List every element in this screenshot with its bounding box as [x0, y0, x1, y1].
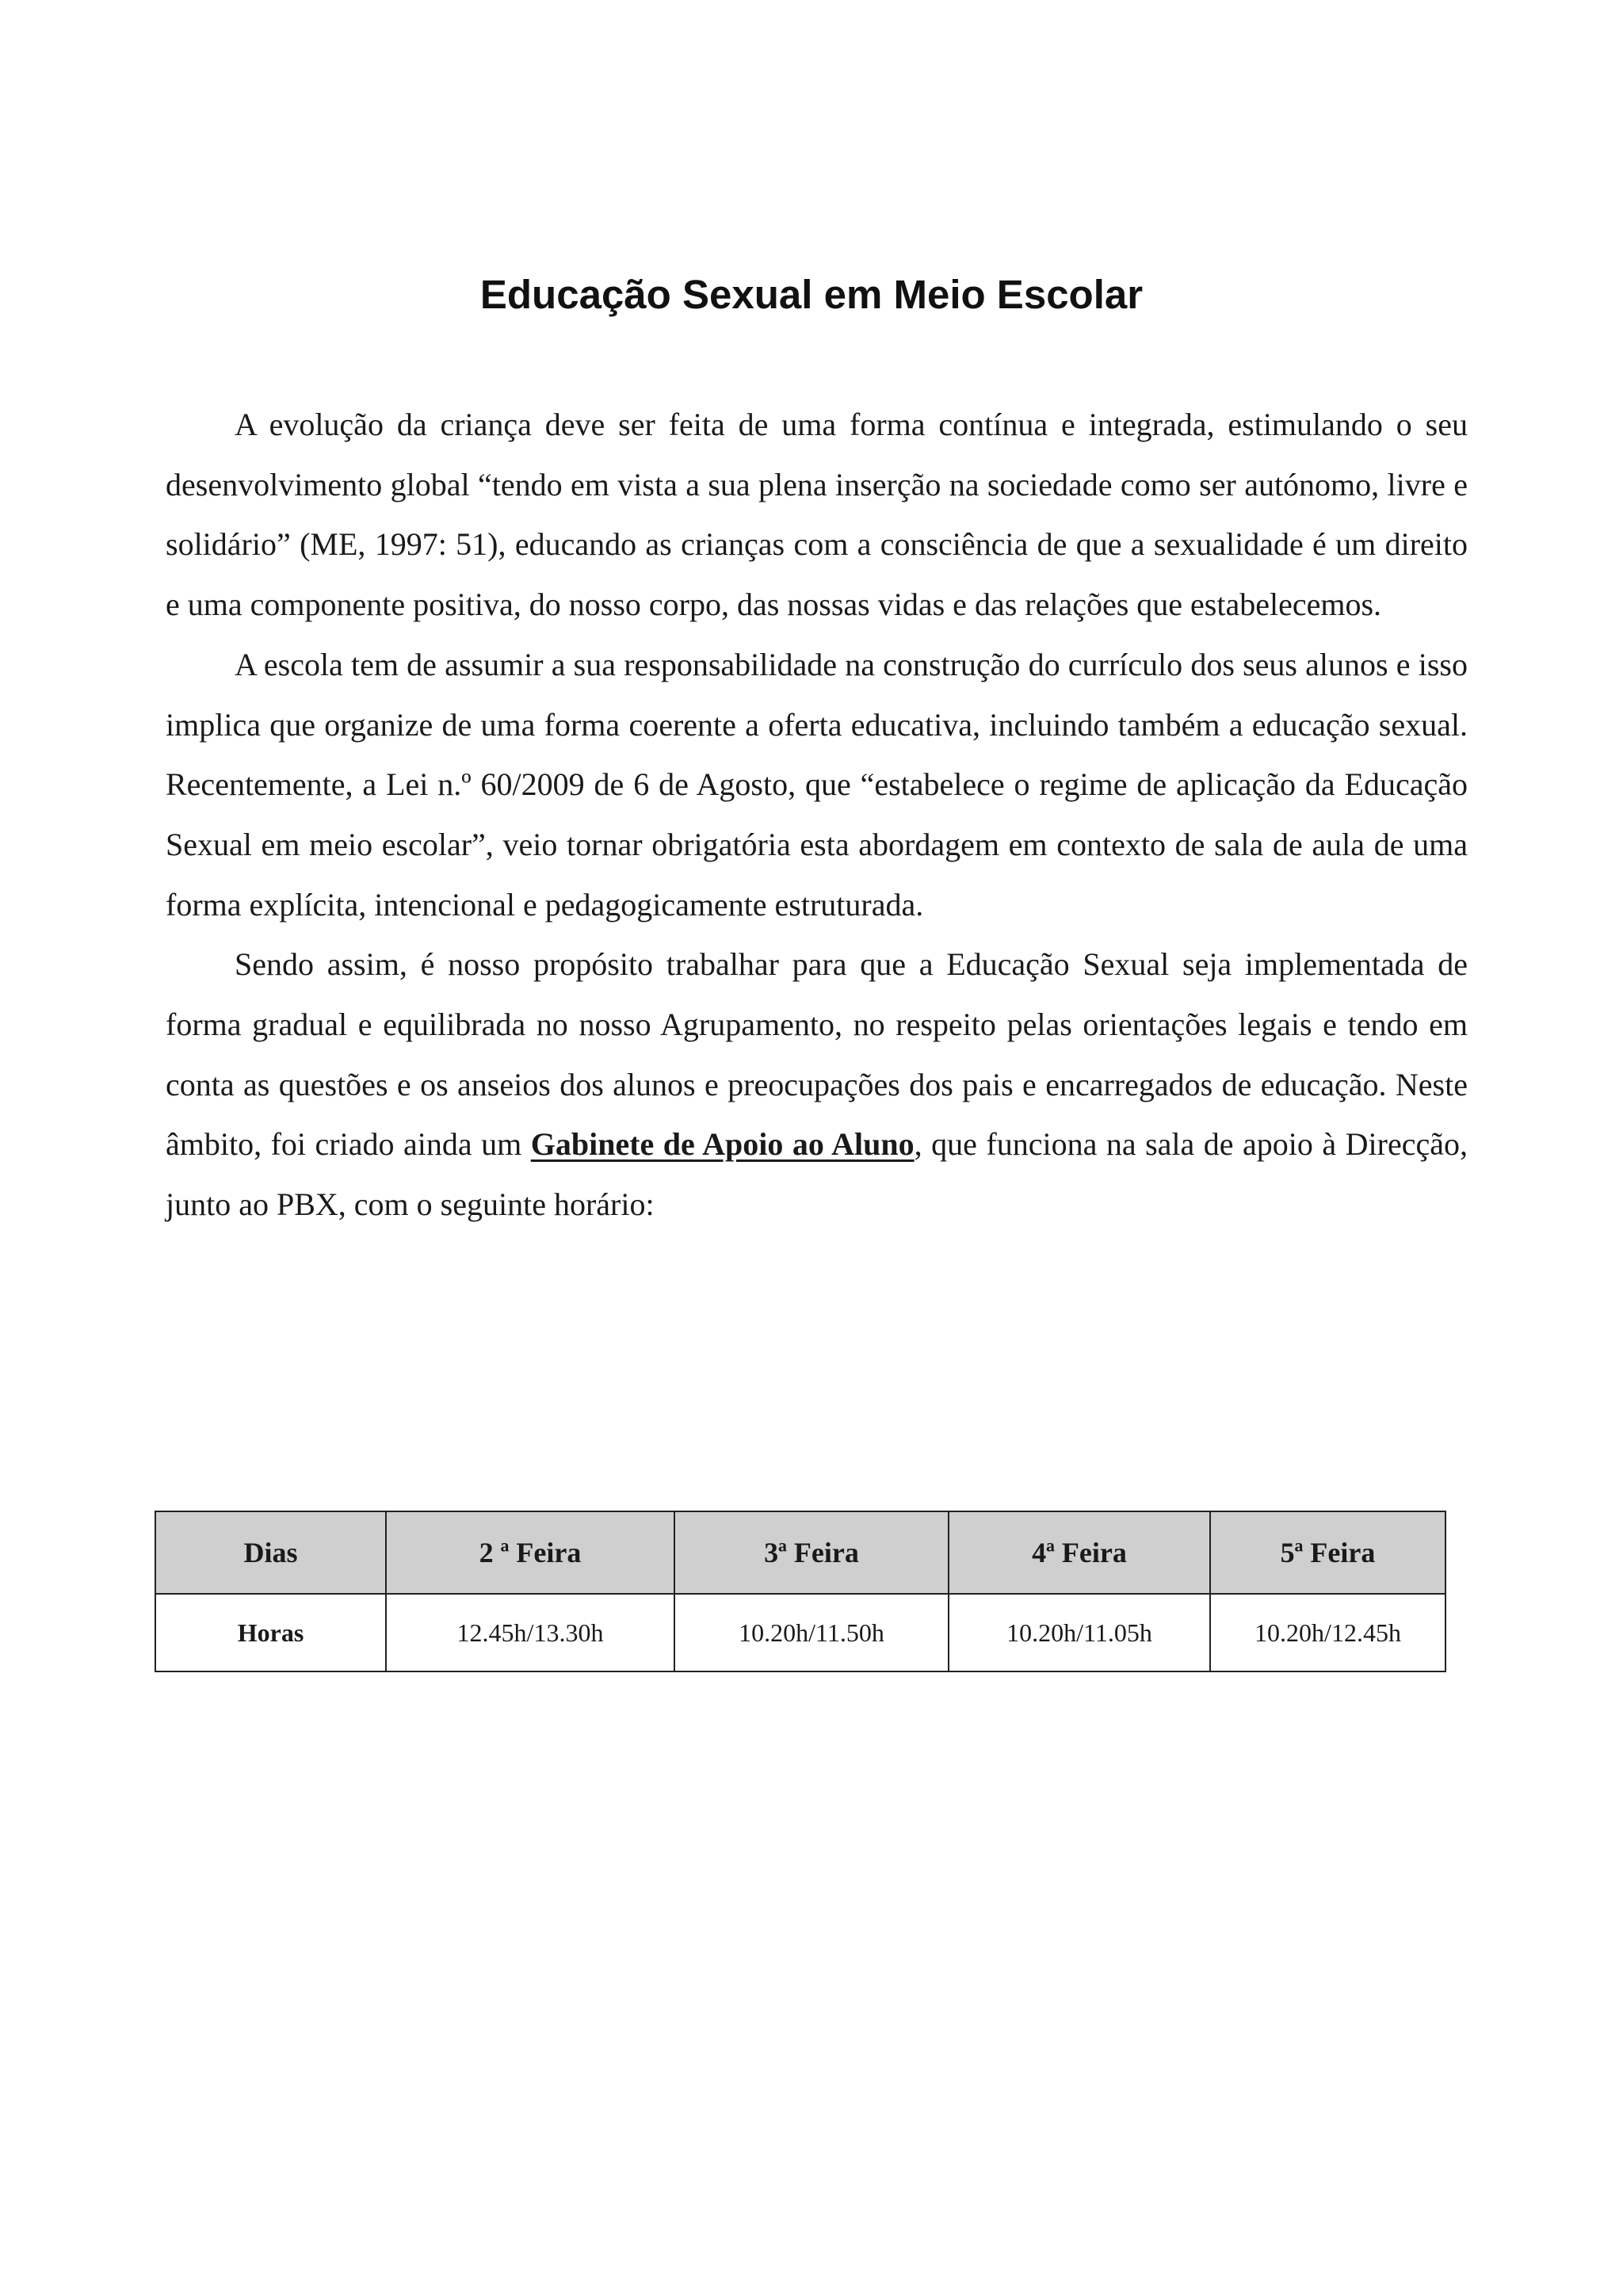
paragraph-2: A escola tem de assumir a sua responsabilidade na construção do currículo dos seus alunos e isso implica que organize de uma forma coerente a oferta educativa, incluindo também a educação sexual. Recentemente, a Lei n.º 60/2009 de 6 de Agosto, que “estabelece o regime de aplicação da Educação Sexual em meio escolar”, veio tornar obrigatória esta abordagem em contexto de sala de aula de uma forma explícita, intencional e pedagogicamente estruturada.	[166, 646, 1468, 923]
header-cell-dias: Dias	[155, 1511, 386, 1594]
header-cell-day: 3ª Feira	[674, 1511, 949, 1594]
gabinete-apoio-aluno-text: Gabinete de Apoio ao Aluno	[530, 1126, 915, 1163]
paragraph-1: A evolução da criança deve ser feita de uma forma contínua e integrada, estimulando o seu desenvolvimento global “tendo em vista a sua plena inserção na sociedade como ser autónomo, livre e solidário” (ME, 1997: 51), educando as crianças com a consciência de que a sexualidade é um direito e uma componente positiva, do nosso corpo, das nossas vidas e das relações que estabelecemos.	[166, 407, 1468, 623]
time-cell: 10.20h/11.05h	[949, 1594, 1210, 1671]
time-cell: 10.20h/11.50h	[674, 1594, 949, 1671]
time-cell: 12.45h/13.30h	[386, 1594, 674, 1671]
document-body	[166, 395, 1468, 1235]
schedule-header-row	[155, 1511, 1445, 1594]
paragraph-3-intro: Sendo assim, é nosso propósito trabalhar para que a Educação Sexual seja implementada de forma gradual e equilibrada no nosso Agrupamento, no respeito pelas orientações legais e tendo em conta as questões e os anseios dos alunos e preocupações dos pais e encarregados de educação. Neste âmbito, foi criado ainda um	[166, 946, 1468, 1163]
header-cell-day: 2 ª Feira	[386, 1511, 674, 1594]
paragraph-3-outro: , que funciona na sala de apoio à Direcção, junto ao PBX, com o seguinte horário:	[166, 1126, 1468, 1223]
header-cell-day: 5ª Feira	[1210, 1511, 1445, 1594]
page-title: Educação Sexual em Meio Escolar	[479, 272, 1144, 317]
time-cell: 10.20h/12.45h	[1210, 1594, 1445, 1671]
table-row	[155, 1594, 1445, 1671]
header-cell-day: 4ª Feira	[949, 1511, 1210, 1594]
schedule-table	[155, 1511, 1446, 1672]
row-label-horas: Horas	[155, 1594, 386, 1671]
paragraph-3	[166, 934, 1468, 1235]
